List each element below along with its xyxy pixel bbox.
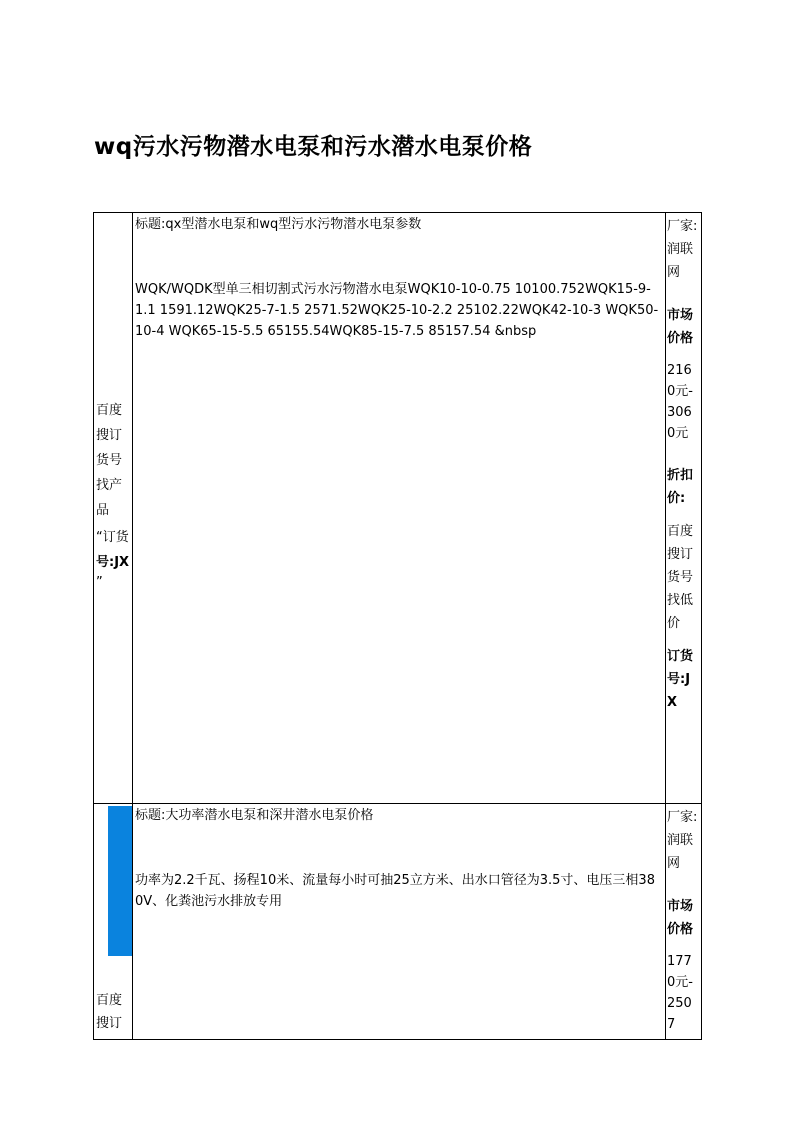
product-info-cell <box>133 213 666 804</box>
search-hint-line: 搜订 <box>96 1016 123 1031</box>
product-table <box>93 212 702 1040</box>
search-hint-cell <box>94 804 133 1040</box>
order-number: 订货号:JX <box>667 649 694 710</box>
market-price-value: 2160元-3060元 <box>667 363 693 441</box>
product-row <box>94 804 702 1040</box>
discount-label: 折扣价: <box>667 468 694 506</box>
product-info-cell <box>133 804 666 1040</box>
market-price-label: 市场价格 <box>667 308 694 346</box>
search-hint-line: 搜订 <box>96 428 123 443</box>
order-code-line: ” <box>96 575 103 590</box>
search-hint-line: 百度 <box>96 993 123 1008</box>
search-hint-cell <box>94 213 133 804</box>
page-title: wq污水污物潜水电泵和污水潜水电泵价格 <box>94 134 533 160</box>
product-heading: 标题:大功率潜水电泵和深井潜水电泵价格 <box>135 808 374 823</box>
price-cell <box>666 213 702 804</box>
maker-label: 厂家:润联网 <box>667 810 698 871</box>
discount-text: 百度搜订货号找低价 <box>667 524 694 631</box>
product-description: WQK/WQDK型单三相切割式污水污物潜水电泵WQK10-10-0.75 10100.752WQK15-9-1.1 1591.12WQK25-7-1.5 2571.52WQK25-10-2.2 25102.22WQK42-10-3 WQK50-10-4 WQK65-15-5.5 65155.54WQK85-15-7.5 85157.54 &nbsp <box>135 282 659 339</box>
search-hint-line: 货号 <box>96 453 123 468</box>
product-heading: 标题:qx型潜水电泵和wq型污水污物潜水电泵参数 <box>135 217 422 232</box>
search-hint-line: 百度 <box>96 403 123 418</box>
search-hint-line: 找产 <box>96 478 123 493</box>
market-price-label: 市场价格 <box>667 899 694 937</box>
order-code-line: “订货 <box>96 530 129 545</box>
search-hint-line: 品 <box>96 503 110 518</box>
product-row <box>94 213 702 804</box>
maker-label: 厂家:润联网 <box>667 219 698 280</box>
order-code-line: 号:JX <box>96 555 130 570</box>
market-price-value: 1770元-2507 <box>667 954 693 1032</box>
price-cell <box>666 804 702 1040</box>
accent-bar <box>108 806 132 956</box>
product-description: 功率为2.2千瓦、扬程10米、流量每小时可抽25立方米、出水口管径为3.5寸、电压三相380V、化粪池污水排放专用 <box>135 873 655 909</box>
